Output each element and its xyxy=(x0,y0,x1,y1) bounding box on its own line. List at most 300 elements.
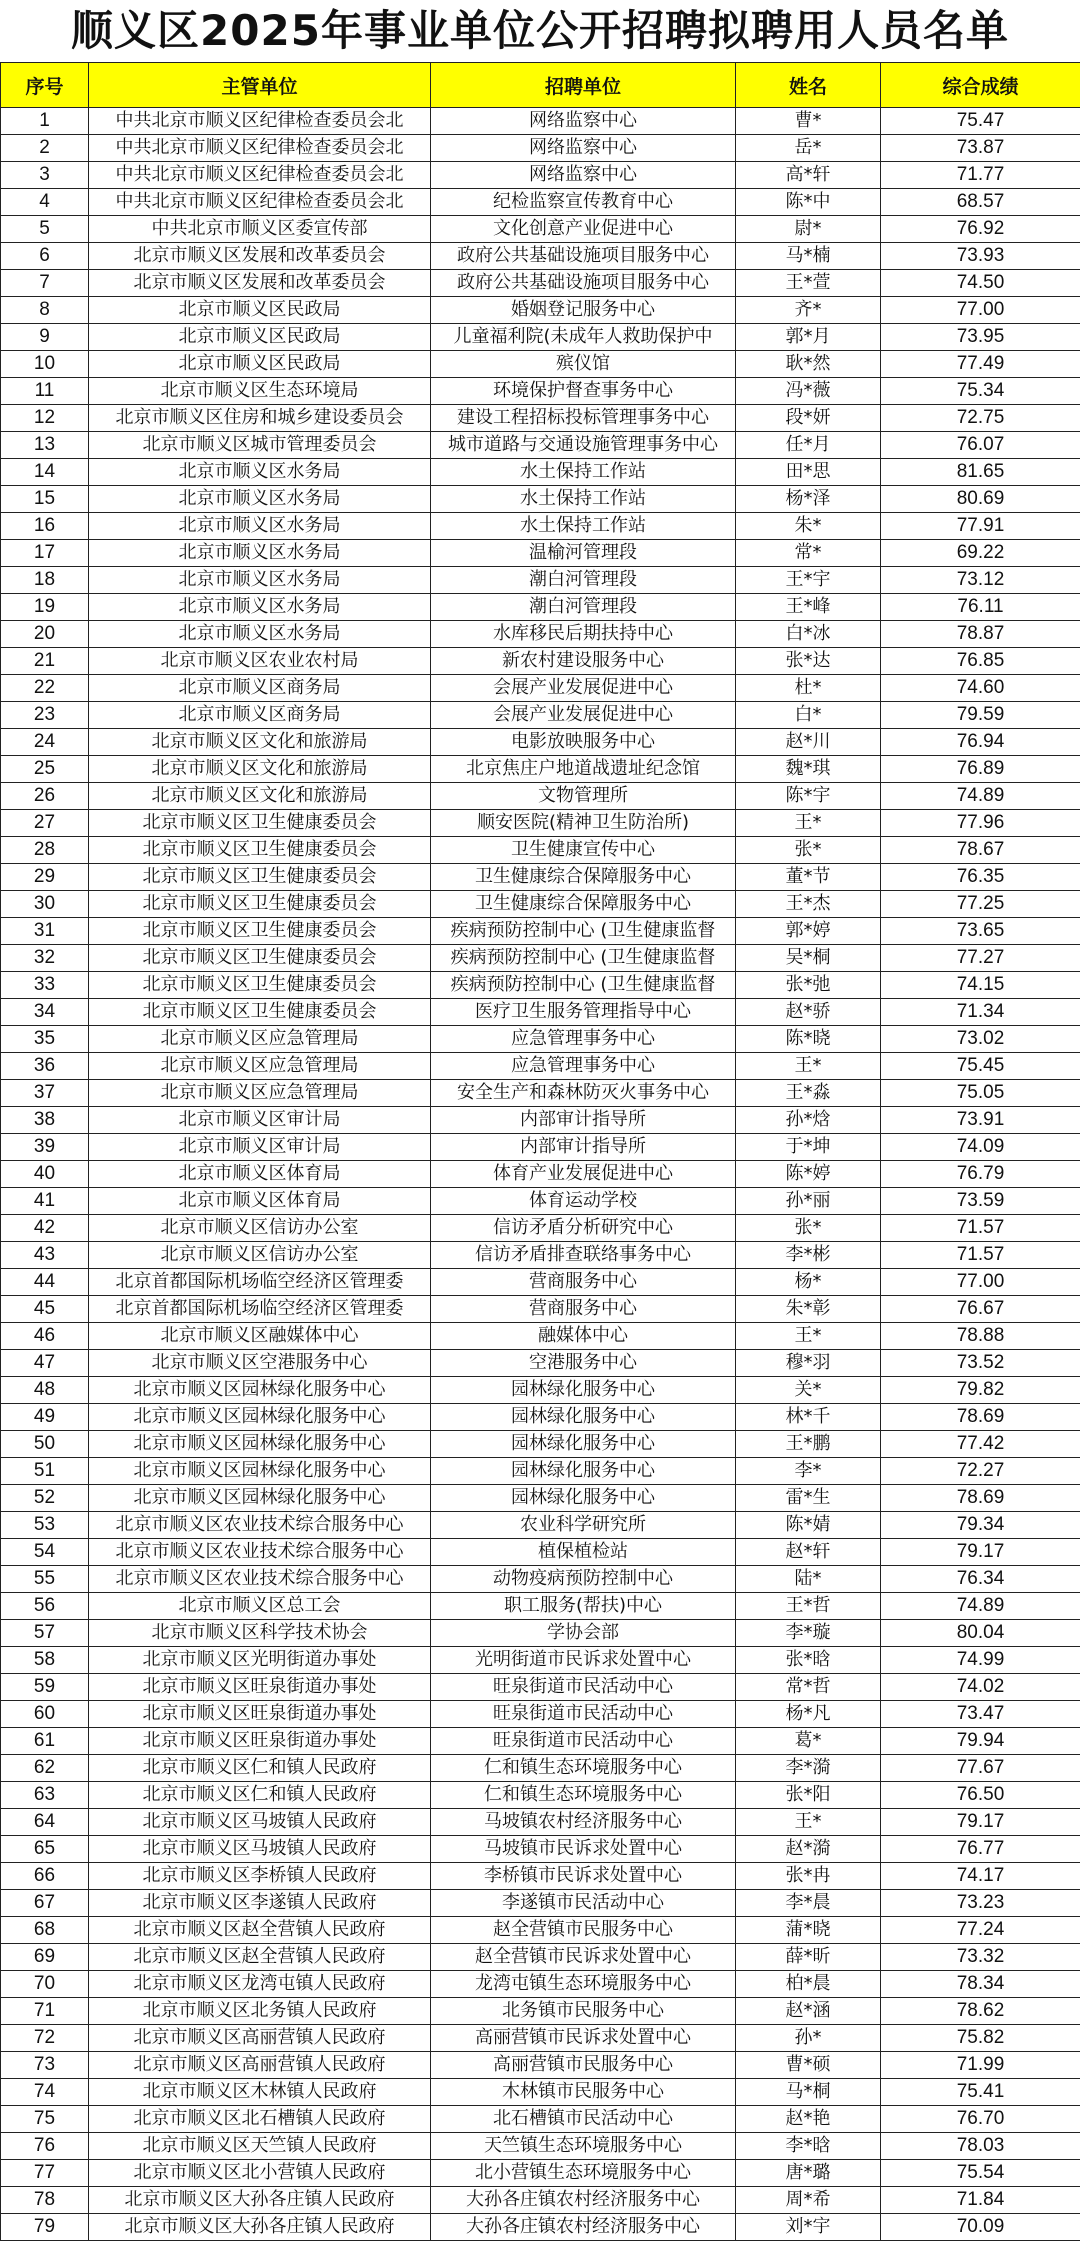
row-score: 71.99 xyxy=(881,2052,1080,2079)
table-row xyxy=(1,1188,1080,1215)
table-row xyxy=(1,675,1080,702)
row-score: 74.17 xyxy=(881,1863,1080,1890)
row-department: 北京市顺义区园林绿化服务中心 xyxy=(89,1377,431,1404)
row-name: 吴*桐 xyxy=(736,945,881,972)
row-employer: 医疗卫生服务管理指导中心 xyxy=(431,999,736,1026)
table-row xyxy=(1,945,1080,972)
row-name: 董*节 xyxy=(736,864,881,891)
row-name: 葛* xyxy=(736,1728,881,1755)
row-index: 9 xyxy=(1,324,89,351)
row-employer: 马坡镇市民诉求处置中心 xyxy=(431,1836,736,1863)
table-row xyxy=(1,1701,1080,1728)
row-name: 周*希 xyxy=(736,2187,881,2214)
row-employer: 电影放映服务中心 xyxy=(431,729,736,756)
row-department: 北京市顺义区卫生健康委员会 xyxy=(89,945,431,972)
table-row xyxy=(1,1539,1080,1566)
row-name: 李*彬 xyxy=(736,1242,881,1269)
row-name: 齐* xyxy=(736,297,881,324)
row-employer: 天竺镇生态环境服务中心 xyxy=(431,2133,736,2160)
row-score: 80.69 xyxy=(881,486,1080,513)
row-employer: 新农村建设服务中心 xyxy=(431,648,736,675)
row-employer: 环境保护督查事务中心 xyxy=(431,378,736,405)
row-department: 北京市顺义区信访办公室 xyxy=(89,1215,431,1242)
row-index: 54 xyxy=(1,1539,89,1566)
row-score: 76.85 xyxy=(881,648,1080,675)
row-employer: 空港服务中心 xyxy=(431,1350,736,1377)
row-employer: 网络监察中心 xyxy=(431,162,736,189)
row-name: 赵*骄 xyxy=(736,999,881,1026)
table-row xyxy=(1,810,1080,837)
row-score: 77.00 xyxy=(881,297,1080,324)
row-employer: 园林绿化服务中心 xyxy=(431,1431,736,1458)
table-row xyxy=(1,1350,1080,1377)
row-score: 74.60 xyxy=(881,675,1080,702)
row-score: 74.50 xyxy=(881,270,1080,297)
row-index: 10 xyxy=(1,351,89,378)
table-row xyxy=(1,1782,1080,1809)
table-row xyxy=(1,1863,1080,1890)
header-department: 主管单位 xyxy=(89,63,431,108)
row-name: 张* xyxy=(736,1215,881,1242)
row-name: 赵*轩 xyxy=(736,1539,881,1566)
table-row xyxy=(1,648,1080,675)
row-name: 陈*宇 xyxy=(736,783,881,810)
row-name: 陈*婷 xyxy=(736,1161,881,1188)
row-index: 41 xyxy=(1,1188,89,1215)
row-index: 52 xyxy=(1,1485,89,1512)
row-score: 76.79 xyxy=(881,1161,1080,1188)
row-name: 林*千 xyxy=(736,1404,881,1431)
row-employer: 植保植检站 xyxy=(431,1539,736,1566)
row-name: 高*轩 xyxy=(736,162,881,189)
row-department: 北京市顺义区马坡镇人民政府 xyxy=(89,1836,431,1863)
row-name: 孙* xyxy=(736,2025,881,2052)
table-row xyxy=(1,2133,1080,2160)
row-score: 76.11 xyxy=(881,594,1080,621)
table-row xyxy=(1,1323,1080,1350)
row-score: 73.59 xyxy=(881,1188,1080,1215)
row-score: 71.84 xyxy=(881,2187,1080,2214)
row-name: 王*鹏 xyxy=(736,1431,881,1458)
row-employer: 政府公共基础设施项目服务中心 xyxy=(431,243,736,270)
table-row xyxy=(1,2187,1080,2214)
row-employer: 木林镇市民服务中心 xyxy=(431,2079,736,2106)
table-row xyxy=(1,297,1080,324)
row-score: 74.15 xyxy=(881,972,1080,999)
row-index: 14 xyxy=(1,459,89,486)
row-name: 孙*丽 xyxy=(736,1188,881,1215)
row-score: 72.75 xyxy=(881,405,1080,432)
row-index: 74 xyxy=(1,2079,89,2106)
row-employer: 疾病预防控制中心 (卫生健康监督 xyxy=(431,972,736,999)
row-employer: 文化创意产业促进中心 xyxy=(431,216,736,243)
row-employer: 大孙各庄镇农村经济服务中心 xyxy=(431,2187,736,2214)
row-department: 北京市顺义区旺泉街道办事处 xyxy=(89,1728,431,1755)
row-department: 北京市顺义区水务局 xyxy=(89,567,431,594)
row-employer: 营商服务中心 xyxy=(431,1269,736,1296)
row-score: 73.47 xyxy=(881,1701,1080,1728)
row-name: 杜* xyxy=(736,675,881,702)
row-score: 76.50 xyxy=(881,1782,1080,1809)
row-department: 北京首都国际机场临空经济区管理委 xyxy=(89,1296,431,1323)
row-department: 北京市顺义区大孙各庄镇人民政府 xyxy=(89,2214,431,2241)
row-employer: 水土保持工作站 xyxy=(431,459,736,486)
row-employer: 水土保持工作站 xyxy=(431,486,736,513)
row-employer: 光明街道市民诉求处置中心 xyxy=(431,1647,736,1674)
table-body xyxy=(1,108,1080,2241)
row-name: 张* xyxy=(736,837,881,864)
table-row xyxy=(1,783,1080,810)
table-row xyxy=(1,1269,1080,1296)
row-employer: 体育产业发展促进中心 xyxy=(431,1161,736,1188)
row-department: 北京市顺义区北务镇人民政府 xyxy=(89,1998,431,2025)
table-row xyxy=(1,1404,1080,1431)
row-score: 78.67 xyxy=(881,837,1080,864)
row-score: 75.45 xyxy=(881,1053,1080,1080)
table-row xyxy=(1,540,1080,567)
row-employer: 旺泉街道市民活动中心 xyxy=(431,1674,736,1701)
row-department: 北京市顺义区文化和旅游局 xyxy=(89,729,431,756)
row-name: 魏*琪 xyxy=(736,756,881,783)
row-index: 39 xyxy=(1,1134,89,1161)
table-row xyxy=(1,1809,1080,1836)
row-score: 79.17 xyxy=(881,1809,1080,1836)
row-name: 白*冰 xyxy=(736,621,881,648)
row-index: 19 xyxy=(1,594,89,621)
row-index: 76 xyxy=(1,2133,89,2160)
table-row xyxy=(1,1944,1080,1971)
row-department: 北京市顺义区民政局 xyxy=(89,324,431,351)
row-department: 北京市顺义区水务局 xyxy=(89,513,431,540)
table-row xyxy=(1,1053,1080,1080)
row-employer: 北务镇市民服务中心 xyxy=(431,1998,736,2025)
row-score: 79.17 xyxy=(881,1539,1080,1566)
row-index: 57 xyxy=(1,1620,89,1647)
row-employer: 会展产业发展促进中心 xyxy=(431,675,736,702)
row-employer: 信访矛盾排查联络事务中心 xyxy=(431,1242,736,1269)
row-employer: 潮白河管理段 xyxy=(431,594,736,621)
row-index: 47 xyxy=(1,1350,89,1377)
row-name: 王* xyxy=(736,1053,881,1080)
row-employer: 园林绿化服务中心 xyxy=(431,1485,736,1512)
table-row xyxy=(1,513,1080,540)
table-row xyxy=(1,351,1080,378)
row-employer: 园林绿化服务中心 xyxy=(431,1404,736,1431)
table-row xyxy=(1,1107,1080,1134)
row-employer: 李桥镇市民诉求处置中心 xyxy=(431,1863,736,1890)
row-name: 张*冉 xyxy=(736,1863,881,1890)
row-score: 73.93 xyxy=(881,243,1080,270)
row-index: 79 xyxy=(1,2214,89,2241)
row-score: 76.89 xyxy=(881,756,1080,783)
row-employer: 营商服务中心 xyxy=(431,1296,736,1323)
row-index: 23 xyxy=(1,702,89,729)
row-score: 77.24 xyxy=(881,1917,1080,1944)
row-department: 北京市顺义区马坡镇人民政府 xyxy=(89,1809,431,1836)
row-department: 北京市顺义区卫生健康委员会 xyxy=(89,891,431,918)
row-name: 李*璇 xyxy=(736,1620,881,1647)
row-employer: 动物疫病预防控制中心 xyxy=(431,1566,736,1593)
row-department: 北京市顺义区高丽营镇人民政府 xyxy=(89,2025,431,2052)
row-name: 曹*硕 xyxy=(736,2052,881,2079)
row-department: 北京市顺义区住房和城乡建设委员会 xyxy=(89,405,431,432)
row-name: 于*坤 xyxy=(736,1134,881,1161)
row-score: 78.03 xyxy=(881,2133,1080,2160)
row-department: 北京市顺义区北石槽镇人民政府 xyxy=(89,2106,431,2133)
row-score: 76.34 xyxy=(881,1566,1080,1593)
row-index: 51 xyxy=(1,1458,89,1485)
row-score: 78.69 xyxy=(881,1404,1080,1431)
row-index: 42 xyxy=(1,1215,89,1242)
row-department: 北京市顺义区应急管理局 xyxy=(89,1026,431,1053)
row-employer: 龙湾屯镇生态环境服务中心 xyxy=(431,1971,736,1998)
row-employer: 赵全营镇市民诉求处置中心 xyxy=(431,1944,736,1971)
table-row xyxy=(1,1512,1080,1539)
table-row xyxy=(1,459,1080,486)
row-index: 59 xyxy=(1,1674,89,1701)
row-name: 唐*璐 xyxy=(736,2160,881,2187)
row-employer: 殡仪馆 xyxy=(431,351,736,378)
row-score: 73.02 xyxy=(881,1026,1080,1053)
row-name: 薛*昕 xyxy=(736,1944,881,1971)
row-index: 13 xyxy=(1,432,89,459)
row-employer: 农业科学研究所 xyxy=(431,1512,736,1539)
row-index: 50 xyxy=(1,1431,89,1458)
row-department: 北京市顺义区民政局 xyxy=(89,351,431,378)
row-department: 北京市顺义区卫生健康委员会 xyxy=(89,918,431,945)
table-row xyxy=(1,1971,1080,1998)
row-score: 74.89 xyxy=(881,783,1080,810)
table-row xyxy=(1,1134,1080,1161)
row-score: 74.02 xyxy=(881,1674,1080,1701)
row-employer: 信访矛盾分析研究中心 xyxy=(431,1215,736,1242)
row-score: 76.77 xyxy=(881,1836,1080,1863)
header-score: 综合成绩 xyxy=(881,63,1080,108)
row-score: 71.57 xyxy=(881,1215,1080,1242)
row-score: 69.22 xyxy=(881,540,1080,567)
table-row xyxy=(1,2052,1080,2079)
row-name: 蒲*晓 xyxy=(736,1917,881,1944)
row-name: 王*萱 xyxy=(736,270,881,297)
row-index: 66 xyxy=(1,1863,89,1890)
row-department: 中共北京市顺义区纪律检查委员会北 xyxy=(89,135,431,162)
row-name: 岳* xyxy=(736,135,881,162)
row-name: 王* xyxy=(736,1323,881,1350)
table-row xyxy=(1,1377,1080,1404)
row-score: 80.04 xyxy=(881,1620,1080,1647)
row-employer: 学协会部 xyxy=(431,1620,736,1647)
table-row xyxy=(1,1674,1080,1701)
row-index: 34 xyxy=(1,999,89,1026)
table-row xyxy=(1,729,1080,756)
row-department: 北京市顺义区木林镇人民政府 xyxy=(89,2079,431,2106)
row-department: 北京市顺义区北小营镇人民政府 xyxy=(89,2160,431,2187)
header-employer: 招聘单位 xyxy=(431,63,736,108)
row-employer: 李遂镇市民活动中心 xyxy=(431,1890,736,1917)
table-row xyxy=(1,1755,1080,1782)
row-index: 49 xyxy=(1,1404,89,1431)
row-score: 77.00 xyxy=(881,1269,1080,1296)
row-score: 72.27 xyxy=(881,1458,1080,1485)
row-index: 6 xyxy=(1,243,89,270)
table-row xyxy=(1,1647,1080,1674)
row-index: 53 xyxy=(1,1512,89,1539)
row-department: 北京市顺义区总工会 xyxy=(89,1593,431,1620)
row-score: 73.12 xyxy=(881,567,1080,594)
row-score: 77.67 xyxy=(881,1755,1080,1782)
row-department: 北京市顺义区旺泉街道办事处 xyxy=(89,1674,431,1701)
row-score: 76.92 xyxy=(881,216,1080,243)
row-department: 北京市顺义区应急管理局 xyxy=(89,1080,431,1107)
row-department: 北京市顺义区卫生健康委员会 xyxy=(89,864,431,891)
row-index: 15 xyxy=(1,486,89,513)
row-name: 朱*彰 xyxy=(736,1296,881,1323)
table-row xyxy=(1,1485,1080,1512)
row-name: 陈*晓 xyxy=(736,1026,881,1053)
row-department: 北京市顺义区农业技术综合服务中心 xyxy=(89,1512,431,1539)
row-employer: 职工服务(帮扶)中心 xyxy=(431,1593,736,1620)
header-row xyxy=(1,63,1080,108)
row-employer: 儿童福利院(未成年人救助保护中 xyxy=(431,324,736,351)
header-index: 序号 xyxy=(1,63,89,108)
row-department: 北京市顺义区龙湾屯镇人民政府 xyxy=(89,1971,431,1998)
row-score: 73.91 xyxy=(881,1107,1080,1134)
table-row xyxy=(1,324,1080,351)
row-index: 2 xyxy=(1,135,89,162)
row-employer: 会展产业发展促进中心 xyxy=(431,702,736,729)
row-score: 76.67 xyxy=(881,1296,1080,1323)
row-index: 68 xyxy=(1,1917,89,1944)
row-department: 北京市顺义区卫生健康委员会 xyxy=(89,837,431,864)
table-header xyxy=(1,63,1080,108)
table-row xyxy=(1,2025,1080,2052)
row-employer: 应急管理事务中心 xyxy=(431,1026,736,1053)
table-row xyxy=(1,1161,1080,1188)
row-department: 北京市顺义区审计局 xyxy=(89,1134,431,1161)
row-index: 58 xyxy=(1,1647,89,1674)
table-row xyxy=(1,837,1080,864)
row-index: 17 xyxy=(1,540,89,567)
row-name: 李*晗 xyxy=(736,2133,881,2160)
hire-list-table xyxy=(0,62,1080,2241)
row-employer: 疾病预防控制中心 (卫生健康监督 xyxy=(431,945,736,972)
row-name: 曹* xyxy=(736,108,881,135)
row-employer: 卫生健康综合保障服务中心 xyxy=(431,864,736,891)
row-score: 75.41 xyxy=(881,2079,1080,2106)
table-row xyxy=(1,918,1080,945)
row-department: 北京市顺义区李遂镇人民政府 xyxy=(89,1890,431,1917)
row-index: 60 xyxy=(1,1701,89,1728)
row-index: 38 xyxy=(1,1107,89,1134)
row-department: 北京市顺义区农业技术综合服务中心 xyxy=(89,1539,431,1566)
row-score: 75.47 xyxy=(881,108,1080,135)
table-row xyxy=(1,1458,1080,1485)
row-department: 北京市顺义区体育局 xyxy=(89,1188,431,1215)
table-row xyxy=(1,108,1080,135)
table-row xyxy=(1,378,1080,405)
row-department: 北京市顺义区农业农村局 xyxy=(89,648,431,675)
row-index: 21 xyxy=(1,648,89,675)
table-row xyxy=(1,999,1080,1026)
row-department: 北京市顺义区大孙各庄镇人民政府 xyxy=(89,2187,431,2214)
row-employer: 网络监察中心 xyxy=(431,135,736,162)
row-name: 王* xyxy=(736,810,881,837)
row-employer: 网络监察中心 xyxy=(431,108,736,135)
table-row xyxy=(1,567,1080,594)
row-name: 任*月 xyxy=(736,432,881,459)
table-row xyxy=(1,891,1080,918)
row-name: 常* xyxy=(736,540,881,567)
row-name: 耿*然 xyxy=(736,351,881,378)
row-index: 8 xyxy=(1,297,89,324)
table-row xyxy=(1,1836,1080,1863)
table-row xyxy=(1,270,1080,297)
row-department: 北京市顺义区仁和镇人民政府 xyxy=(89,1782,431,1809)
row-employer: 仁和镇生态环境服务中心 xyxy=(431,1755,736,1782)
row-name: 王*淼 xyxy=(736,1080,881,1107)
row-department: 北京市顺义区商务局 xyxy=(89,702,431,729)
row-name: 张*弛 xyxy=(736,972,881,999)
table-row xyxy=(1,243,1080,270)
row-score: 79.59 xyxy=(881,702,1080,729)
table-row xyxy=(1,2106,1080,2133)
row-index: 72 xyxy=(1,2025,89,2052)
row-score: 75.34 xyxy=(881,378,1080,405)
row-department: 北京首都国际机场临空经济区管理委 xyxy=(89,1269,431,1296)
row-name: 赵*川 xyxy=(736,729,881,756)
row-department: 北京市顺义区文化和旅游局 xyxy=(89,756,431,783)
row-employer: 潮白河管理段 xyxy=(431,567,736,594)
row-employer: 北京焦庄户地道战遗址纪念馆 xyxy=(431,756,736,783)
row-score: 73.32 xyxy=(881,1944,1080,1971)
row-employer: 仁和镇生态环境服务中心 xyxy=(431,1782,736,1809)
row-department: 北京市顺义区城市管理委员会 xyxy=(89,432,431,459)
row-department: 北京市顺义区融媒体中心 xyxy=(89,1323,431,1350)
row-score: 74.09 xyxy=(881,1134,1080,1161)
row-employer: 融媒体中心 xyxy=(431,1323,736,1350)
row-name: 赵*艳 xyxy=(736,2106,881,2133)
row-score: 76.35 xyxy=(881,864,1080,891)
table-row xyxy=(1,405,1080,432)
row-index: 5 xyxy=(1,216,89,243)
row-index: 7 xyxy=(1,270,89,297)
table-row xyxy=(1,1620,1080,1647)
row-name: 柏*晨 xyxy=(736,1971,881,1998)
row-name: 刘*宇 xyxy=(736,2214,881,2241)
row-department: 北京市顺义区光明街道办事处 xyxy=(89,1647,431,1674)
row-index: 64 xyxy=(1,1809,89,1836)
row-name: 王* xyxy=(736,1809,881,1836)
row-index: 73 xyxy=(1,2052,89,2079)
row-index: 26 xyxy=(1,783,89,810)
row-employer: 马坡镇农村经济服务中心 xyxy=(431,1809,736,1836)
row-index: 11 xyxy=(1,378,89,405)
table-row xyxy=(1,594,1080,621)
row-name: 王*哲 xyxy=(736,1593,881,1620)
row-department: 北京市顺义区天竺镇人民政府 xyxy=(89,2133,431,2160)
row-name: 冯*薇 xyxy=(736,378,881,405)
table-row xyxy=(1,756,1080,783)
row-name: 王*杰 xyxy=(736,891,881,918)
row-department: 北京市顺义区应急管理局 xyxy=(89,1053,431,1080)
row-department: 北京市顺义区空港服务中心 xyxy=(89,1350,431,1377)
row-name: 赵*漪 xyxy=(736,1836,881,1863)
row-name: 张*达 xyxy=(736,648,881,675)
row-index: 45 xyxy=(1,1296,89,1323)
table-row xyxy=(1,1026,1080,1053)
row-name: 陈*中 xyxy=(736,189,881,216)
row-name: 张*阳 xyxy=(736,1782,881,1809)
